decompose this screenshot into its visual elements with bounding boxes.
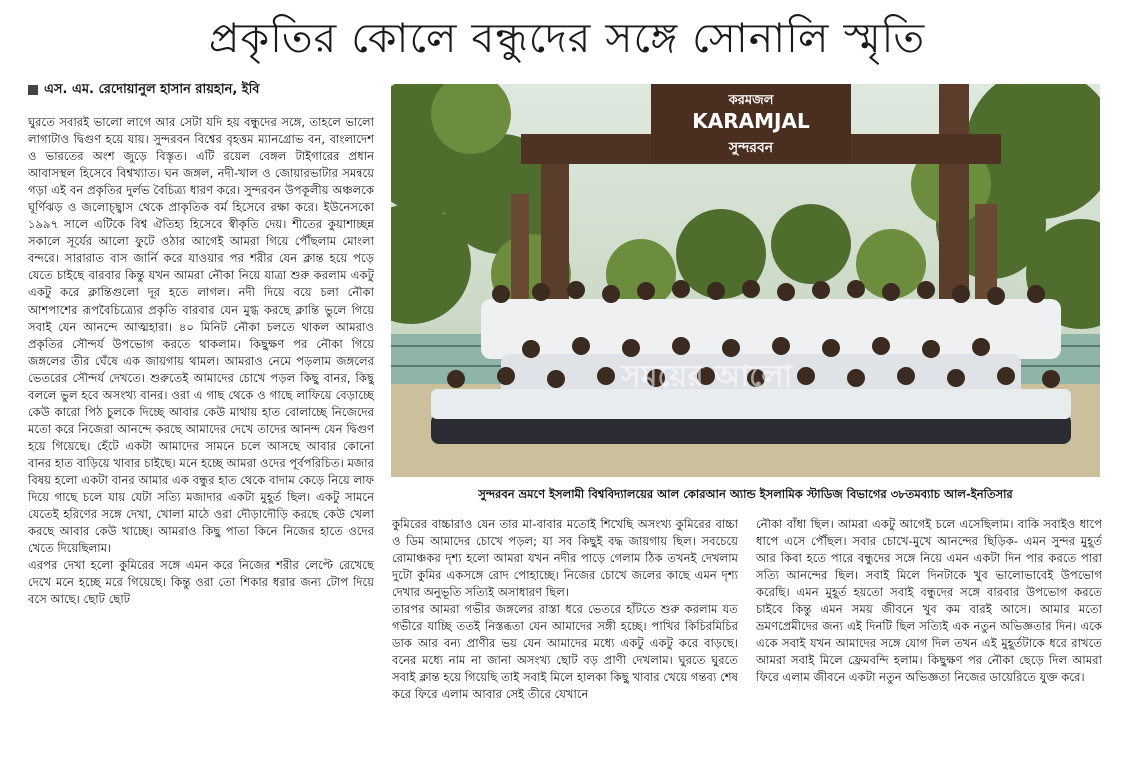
sign-text-main: KARAMJAL [692,109,810,133]
sign-text-bottom: সুন্দরবন [728,140,774,156]
headline: প্রকৃতির কোলে বন্ধুদের সঙ্গে সোনালি স্মৃতি [208,14,926,62]
paragraph: এরপর দেখা হলো কুমিরের সঙ্গে এমন করে নিজের শরীর লেপ্টে রেখেছে দেখে মনে হচ্ছে মরে গিয়েছে। কিন্তু ওরা তো শিকার ধরার জন্য টোপ দিয়ে বসে আছে। ছোট ছোট [28,558,374,607]
paragraph: নৌকা বাঁধা ছিল। আমরা একটু আগেই চলে এসেছিলাম। বাকি সবাইও ধাপে ধাপে এসে পৌঁছল। সবার চোখে-মুখে আনন্দের ছিড়িক- এমন সুন্দর মুহূর্ত আর কিবা হতে পারে বন্ধুদের সঙ্গে নিয়ে এমন একটা দিন পার করতে পারা সত্যি আনন্দের ছিল। সবাই মিলে দিনটাকে খুব ভালোভাবেই উপভোগ করেছি। এমন মুহূর্ত হয়তো সবাই বন্ধুদের সঙ্গে বারবার উপভোগ করতে চাইবে কিন্তু এমন সময় জীবনে খুব কম বারই আসে। আমার মতো ভ্রমণপ্রেমীদের জন্য এই দিনটি ছিল সত্যিই এক নতুন অভিজ্ঞতার দিন। একে একে সবাই যখন আমাদের সঙ্গে যোগ দিল তখন এই মুহূর্তটাকে ধরে রাখতে আমরা সবাই মিলে ফ্রেমবন্দি হলাম। কিছুক্ষণ পর নৌকা ছেড়ে দিল আমরা ফিরে এলাম জীবনে একটা নতুন অভিজ্ঞতা নিজের ডায়েরিতে যুক্ত করে। [756,517,1102,685]
article-column-2 [392,516,738,766]
paragraph: কুমিরের বাচ্চারাও যেন তার মা-বাবার মতোই শিখেছি অসংখ্য কুমিরের বাচ্চা ও ডিম আমাদের চোখে পড়ল; যা সব কিছুই বদ্ধ জায়গায় ছিল। সবচেয়ে রোমাঞ্চকর দৃশ্য হলো আমরা যখন নদীর পাড়ে গেলাম ঠিক তখনই দেখলাম দুটো কুমির একসঙ্গে রোদ পোহাচ্ছে। নিজের চোখে জলের কাছে এমন দৃশ্য দেখার অনুভূতি সত্যিই অসাধারণ ছিল। [392,517,738,600]
paragraph: ঘুরতে সবারই ভালো লাগে আর সেটা যদি হয় বন্ধুদের সঙ্গে, তাহলে ভালো লাগাটাও দ্বিগুণ হয়ে যায়। সুন্দরবন বিশ্বের বৃহত্তম ম্যানগ্রোভ বন, বাংলাদেশ ও ভারতের অংশ জুড়ে বিস্তৃত। এটি রয়েল বেঙ্গল টাইগারের প্রধান আবাসস্থল হিসেবে বিশ্বখ্যাত। ঘন জঙ্গল, নদী-খাল ও জোয়ারভাটার সমন্বয়ে গড়া এই বন প্রকৃতির দুর্লভ বৈচিত্র্য ধারণ করে। সুন্দরবন উপকূলীয় অঞ্চলকে ঘূর্ণিঝড় ও জলোচ্ছ্বাস থেকে প্রাকৃতিক বর্ম হিসেবে রক্ষা করে। ইউনেসকো ১৯৯৭ সালে এটিকে বিশ্ব ঐতিহ্য হিসেবে স্বীকৃতি দেয়। শীতের কুয়াশাচ্ছন্ন সকালে সূর্যের আলো ফুটে ওঠার আগেই আমরা গিয়ে পৌঁছলাম মোংলা বন্দরে। সারারাত বাস জার্নি করে যাওয়ার পর শরীর যেন ক্লান্ত হয়ে পড়ে যেতে চাইছে বারবার কিন্তু যখন আমরা নৌকা নিয়ে যাত্রা শুরু করলাম একটু একটু করে ক্লান্তিগুলো দূর হতে লাগল। নদী দিয়ে বয়ে চলা নৌকা আশপাশের রূপবৈচিত্র্যের প্রকৃতি বারবার যেন মুগ্ধ করছে ক্লান্তি ভুলে গিয়ে সবাই যেন আনন্দে আত্মহারা। ৪০ মিনিট নৌকা চলতে থাকল আমরাও প্রকৃতির সৌন্দর্য উপভোগ করতে থাকলাম। কিছুক্ষণ পর নৌকা গিয়ে জঙ্গলের তীর ঘেঁষে এক জায়গায় থামল। আমরাও নেমে পড়লাম জঙ্গলের ভেতরের সৌন্দর্য দেখতে। শুরুতেই আমাদের চোখে পড়ল কিছু বানর, কিছু বললে ভুল হবে অসংখ্য বানর। ওরা এ গাছ থেকে ও গাছে লাফিয়ে বেড়াচ্ছে কেউ কারো পিঠ চুলকে দিচ্ছে আবার কেউ মাথায় হাত বোলাচ্ছে নিজেদের মতো করে নিজেরা আনন্দে করছে আমাদের দেখে তাদের আনন্দ যেন দ্বিগুণ হয়ে গিয়েছে। হেঁটে একটা আমাদের সামনে চলে আসছে আবার কোনো বানর হাত বাড়িয়ে খাবার চাইছে। মনে হচ্ছে আমরা ওদের পূর্বপরিচিত। মজার বিষয় হলো একটা বানর আমার এক বন্ধুর হাত থেকে বাদাম কেড়ে নিয়ে লাফ দিয়ে গাছে চলে যায় যেটা সত্যি মজাদার একটা মুহূর্ত ছিল। একটু সামনে যেতেই হরিণের সঙ্গে দেখা, খোলা মাঠে ওরা দৌড়াদৌড়ি করছে কেউ খেলা করছে আবার কেউ খাচ্ছে। আমরাও কিছু পাতা কিনে নিজের হাতে ওদের খেতে দিয়েছিলাম। [28,115,374,556]
article-column-3 [756,516,1102,766]
watermark-logo: সময়ের আলো [621,359,793,394]
sign-text-top: করমজল [728,93,774,108]
photo-caption: সুন্দরবন ভ্রমণে ইসলামী বিশ্ববিদ্যালয়ের আল কোরআন অ্যান্ড ইসলামিক স্টাডিজ বিভাগের ৩৮তমব্যাচ আল-ইনতিসার [478,487,1013,501]
byline [28,80,260,100]
article-column-1 [28,114,374,764]
group-photo [391,84,1100,477]
byline-text: এস. এম. রেদোয়ানুল হাসান রায়হান, ইবি [44,81,260,97]
paragraph: তারপর আমরা গভীর জঙ্গলের রাস্তা ধরে ভেতরে হাঁটতে শুরু করলাম যত গভীরে যাচ্ছি ততই নিস্তব্ধতা যেন আমাদের সঙ্গী হচ্ছে। পাখির কিচিরমিচির ডাক আর বন্য প্রাণীর ভয় যেন আমাদের মধ্যে একটু একটু করে বাড়ছে। বনের মধ্যে নাম না জানা অসংখ্য ছোট বড় প্রাণী দেখলাম। ঘুরতে ঘুরতে সবাই ক্লান্ত হয়ে গিয়েছি তাই সবাই মিলে হালকা কিছু খাবার খেয়ে গন্তব্য শেষ করে ফিরে এলাম আবার সেই তীরে যেখানে [392,602,738,702]
bullet-square-icon [28,85,38,95]
